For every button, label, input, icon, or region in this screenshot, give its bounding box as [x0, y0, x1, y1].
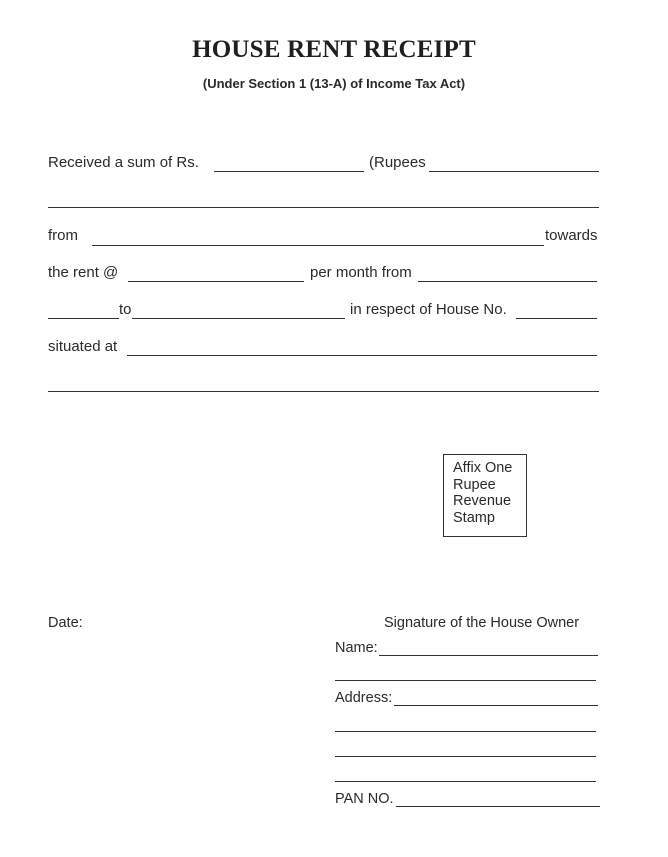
owner-address-line-4-blank — [335, 781, 596, 782]
rupees-words-blank — [429, 171, 599, 172]
received-sum-label: Received a sum of Rs. — [48, 154, 199, 171]
address-continued-blank — [48, 391, 599, 392]
name-label: Name: — [335, 640, 378, 656]
address-label: Address: — [335, 690, 393, 706]
pan-label: PAN NO. — [335, 791, 394, 807]
towards-label: towards — [545, 227, 598, 244]
owner-address-line-3-blank — [335, 756, 596, 757]
signature-label: Signature of the House Owner — [384, 615, 580, 631]
page-subtitle: (Under Section 1 (13-A) of Income Tax Act) — [202, 76, 466, 91]
stamp-line: Affix One — [453, 460, 513, 476]
period-start-continued-blank — [48, 318, 119, 319]
revenue-stamp-box — [443, 454, 527, 537]
owner-name-blank — [379, 655, 598, 656]
rupees-words-continued-blank — [48, 207, 599, 208]
per-month-from-label: per month from — [310, 264, 412, 281]
from-label: from — [48, 227, 78, 244]
period-end-blank — [132, 318, 345, 319]
owner-address-blank — [394, 705, 598, 706]
stamp-line: Revenue — [453, 493, 512, 509]
tenant-name-blank — [92, 245, 544, 246]
rent-amount-blank — [128, 281, 304, 282]
house-number-blank — [516, 318, 597, 319]
situated-at-label: situated at — [48, 338, 118, 355]
owner-address-line-2-blank — [335, 731, 596, 732]
date-label: Date: — [48, 615, 83, 631]
period-start-blank — [418, 281, 597, 282]
in-respect-label: in respect of House No. — [350, 301, 507, 318]
amount-blank — [214, 171, 364, 172]
the-rent-label: the rent @ — [48, 264, 119, 281]
page-title: HOUSE RENT RECEIPT — [192, 36, 476, 63]
stamp-line: Rupee — [453, 476, 496, 493]
stamp-line: Stamp — [453, 509, 495, 526]
rupees-label: (Rupees — [369, 154, 426, 171]
pan-number-blank — [396, 806, 600, 807]
owner-name-continued-blank — [335, 680, 596, 681]
to-label: to — [119, 301, 132, 318]
address-blank — [127, 355, 597, 356]
